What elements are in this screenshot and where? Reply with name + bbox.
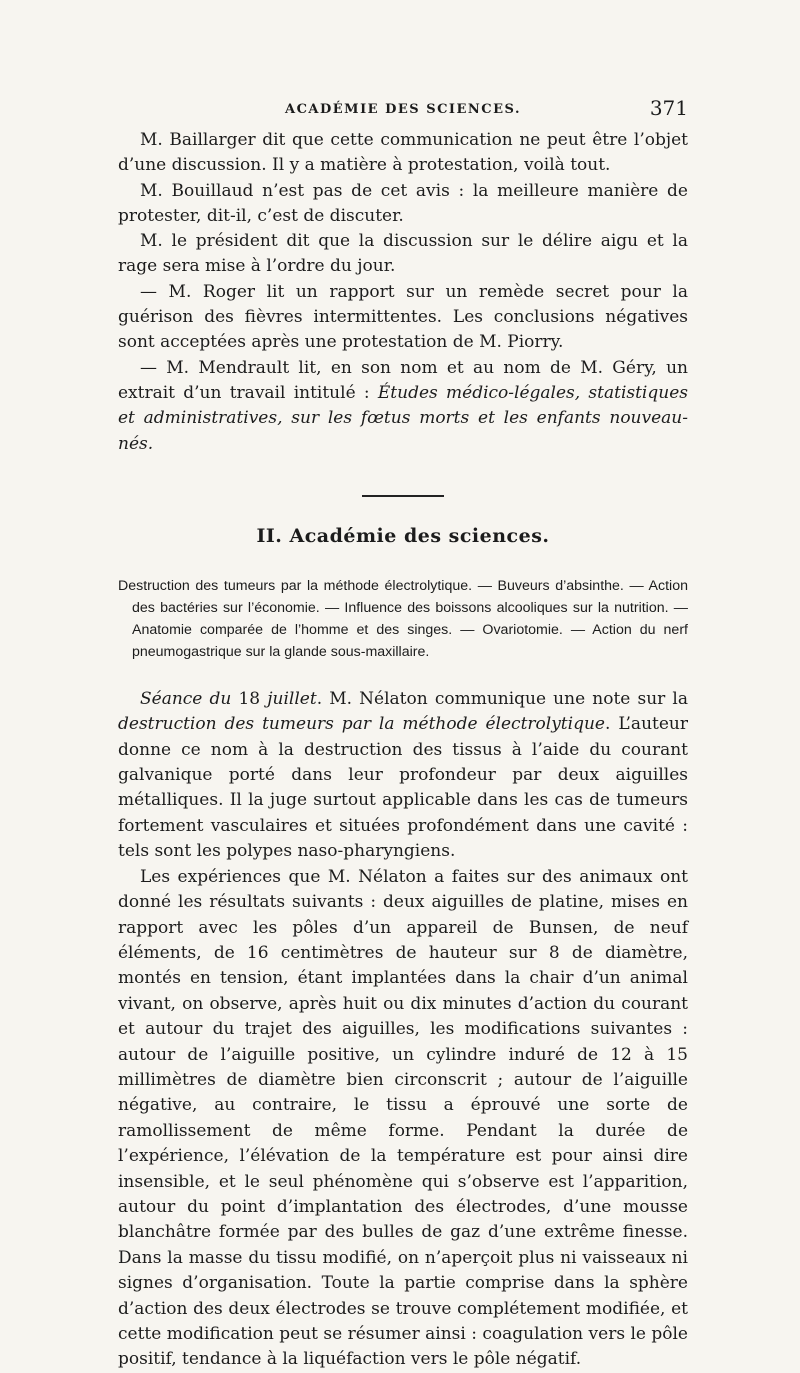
text-run: . L’auteur donne ce nom à la destruction des tissus à l’aide du courant galvanique porté dans leur profondeur par deux aiguilles métalliques. Il la juge surtout applicable dans les cas de tumeurs fortement vasculaires et situées profondément dans une cavité : tels sont les polypes naso-pharyngiens. <box>118 714 688 862</box>
page-number: 371 <box>649 96 688 120</box>
text-run: — M. Roger lit un rapport sur un remède secret pour la guérison des fièvres intermittentes. Les conclusions négatives sont acceptées après une protestation de M. Piorry. <box>118 281 688 353</box>
text-run: M. Bouillaud n’est pas de cet avis : la meilleure manière de protester, dit-il, c’est de discuter. <box>118 180 688 226</box>
italic-run: juillet <box>267 688 317 709</box>
running-title: ACADÉMIE DES SCIENCES. <box>284 102 522 117</box>
session-report-text <box>118 687 688 1373</box>
text-run: M. Baillarger dit que cette communication ne peut être l’objet d’une discussion. Il y a matière à protestation, voilà tout. <box>118 130 688 176</box>
section-divider <box>362 495 444 497</box>
section-heading: II. Académie des sciences. <box>256 524 550 547</box>
text-run: 18 <box>238 688 268 709</box>
text-run: . M. Nélaton communique une note sur la <box>316 688 688 709</box>
text-run: Les expériences que M. Nélaton a faites sur des animaux ont donné les résultats suivants : deux aiguilles de platine, mises en rapport avec les pôles d’un appareil de Bunsen, de neuf éléments, de 16 centimètres de hauteur sur 8 de diamètre, montés en tension, étant implantées dans la chair d’un animal vivant, on observe, après huit ou dix minutes d’action du courant et autour du trajet des aiguilles, les modifications suivantes : autour de l’aiguille positive, un cylindre induré de 12 à 15 millimètres de diamètre bien circonscrit ; autour de l’aiguille négative, au contraire, le tissu a éprouvé une sorte de ramollissement de même forme. Pendant la durée de l’expérience, l’élévation de la température est pour ainsi dire insensible, et le seul phénomène qui s’observe est l’apparition, autour du point d’implantation des électrodes, d’une mousse blanchâtre formée par des bulles de gaz d’une extrême finesse. Dans la masse du tissu modifié, on n’aperçoit plus ni vaisseaux ni signes d’organisation. Toute la partie comprise dans la sphère d’action des deux électrodes se trouve complétement modifiée, et cette modification peut se résumer ainsi : coagulation vers le pôle positif, tendance à la liquéfaction vers le pôle négatif. <box>118 866 688 1370</box>
paragraph <box>118 687 688 865</box>
paragraph <box>118 865 688 1373</box>
section-summary <box>118 575 688 663</box>
paragraph <box>118 128 688 179</box>
paragraph <box>118 280 688 356</box>
page-body <box>118 128 688 1373</box>
paragraph <box>118 229 688 280</box>
summary-text: Destruction des tumeurs par la méthode électrolytique. — Buveurs d’absinthe. — Action des bactéries sur l’économie. — Influence des boissons alcooliques sur la nutrition. — Anatomie comparée de l’homme et des singes. — Ovariotomie. — Action du nerf pneumogastrique sur la glande sous-maxillaire. <box>118 577 688 660</box>
previous-section-text <box>118 128 688 457</box>
italic-run: destruction des tumeurs par la méthode électrolytique <box>118 714 605 735</box>
italic-run: Séance du <box>140 688 239 709</box>
text-run: — M. Mendrault lit, en son nom et au nom de M. Géry, un extrait d’un travail intitulé : <box>118 357 688 403</box>
page-header <box>118 96 688 126</box>
italic-run: Études médico-légales, statistiques et administratives, sur les fœtus morts et les enfants nouveau-nés. <box>118 382 688 454</box>
paragraph <box>118 179 688 230</box>
paragraph <box>118 356 688 457</box>
text-run: M. le président dit que la discussion sur le délire aigu et la rage sera mise à l’ordre du jour. <box>118 231 688 277</box>
